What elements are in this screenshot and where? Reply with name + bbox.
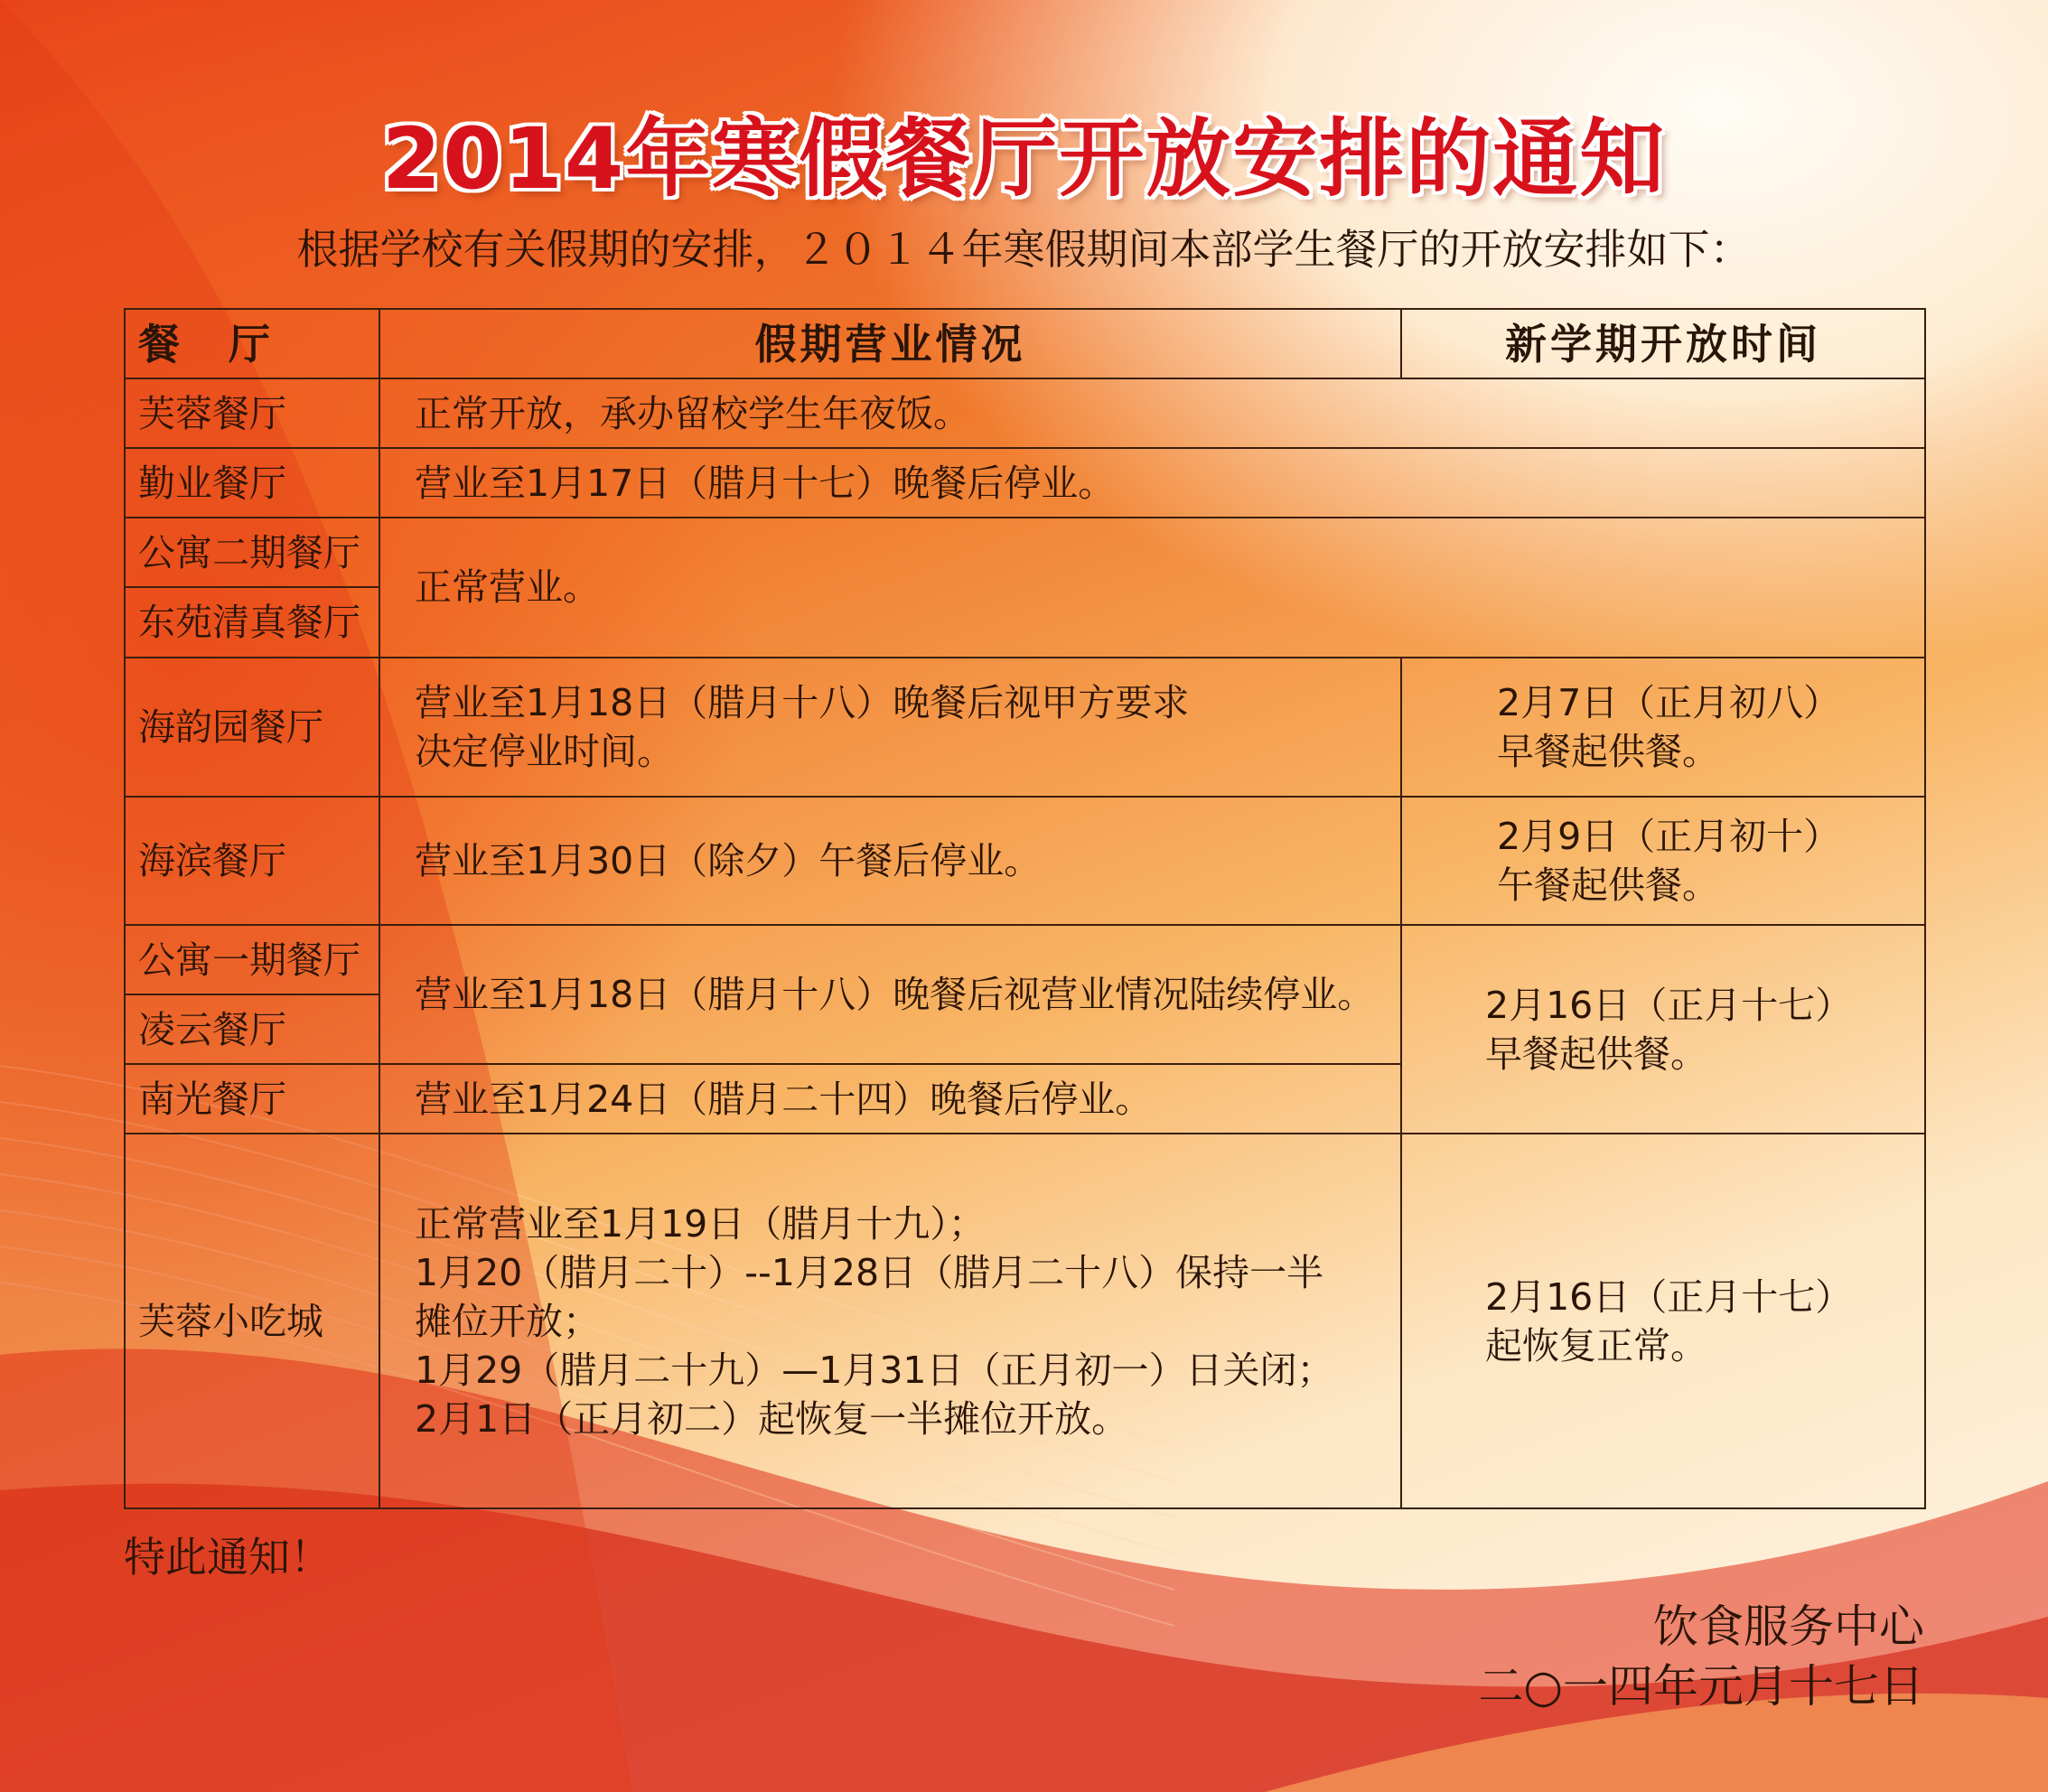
table-row [125,797,1925,925]
table-header-row [125,309,1925,378]
restaurant-name: 凌云餐厅 [125,994,379,1064]
table-row [125,1134,1925,1508]
header-restaurant: 餐 厅 [125,309,379,378]
status-line: 摊位开放； [415,1299,600,1343]
status-line: 2月1日（正月初二）起恢复一半摊位开放。 [415,1396,1129,1441]
reopen-time [1401,1134,1925,1508]
reopen-line: 2月16日（正月十七） [1485,983,1853,1027]
reopen-time [1401,797,1925,925]
restaurant-status: 营业至1月17日（腊月十七）晚餐后停业。 [379,448,1925,518]
reopen-line: 午餐起供餐。 [1497,863,1719,907]
status-line: 决定停业时间。 [415,729,674,773]
table-row [125,378,1925,448]
restaurant-name: 芙蓉小吃城 [125,1134,379,1508]
restaurant-name: 南光餐厅 [125,1064,379,1134]
intro-text: 根据学校有关假期的安排，２０１４年寒假期间本部学生餐厅的开放安排如下： [296,225,1752,274]
notice-title: 2014年寒假餐厅开放安排的通知 [381,110,1667,209]
table-row [125,925,1925,994]
signature-block [1478,1597,1924,1716]
restaurant-status: 营业至1月18日（腊月十八）晚餐后视营业情况陆续停业。 [379,925,1401,1064]
reopen-line: 2月7日（正月初八） [1497,680,1841,724]
table-row [125,518,1925,587]
reopen-line: 2月16日（正月十七） [1485,1274,1853,1319]
restaurant-name: 海韵园餐厅 [125,658,379,797]
status-line: 1月20（腊月二十）--1月28日（腊月二十八）保持一半 [415,1250,1324,1294]
reopen-line: 2月9日（正月初十） [1497,814,1841,858]
restaurant-status: 营业至1月24日（腊月二十四）晚餐后停业。 [379,1064,1401,1134]
restaurant-status: 营业至1月30日（除夕）午餐后停业。 [379,797,1401,925]
status-line: 正常营业至1月19日（腊月十九）； [415,1201,986,1246]
schedule-table [124,308,1926,1509]
header-status: 假期营业情况 [379,309,1401,378]
reopen-time [1401,658,1925,797]
reopen-line: 早餐起供餐。 [1497,729,1719,773]
restaurant-name: 芙蓉餐厅 [125,378,379,448]
reopen-line: 起恢复正常。 [1485,1323,1707,1367]
status-line: 1月29（腊月二十九）—1月31日（正月初一）日关闭； [415,1348,1334,1392]
signature-org: 饮食服务中心 [1653,1601,1924,1653]
restaurant-name: 海滨餐厅 [125,797,379,925]
status-line: 营业至1月18日（腊月十八）晚餐后视甲方要求 [415,680,1190,724]
header-reopen: 新学期开放时间 [1401,309,1925,378]
reopen-time [1401,925,1925,1134]
table-row [125,448,1925,518]
restaurant-status [379,658,1401,797]
restaurant-name: 东苑清真餐厅 [125,587,379,657]
restaurant-name: 公寓二期餐厅 [125,518,379,587]
table-row [125,658,1925,797]
restaurant-status [379,1134,1401,1508]
restaurant-status: 正常营业。 [379,518,1925,657]
restaurant-name: 公寓一期餐厅 [125,925,379,994]
closing-text: 特此通知！ [124,1533,332,1582]
reopen-line: 早餐起供餐。 [1485,1031,1707,1076]
restaurant-status: 正常开放，承办留校学生年夜饭。 [379,378,1925,448]
restaurant-name: 勤业餐厅 [125,448,379,518]
signature-date: 二○一四年元月十七日 [1478,1660,1924,1713]
